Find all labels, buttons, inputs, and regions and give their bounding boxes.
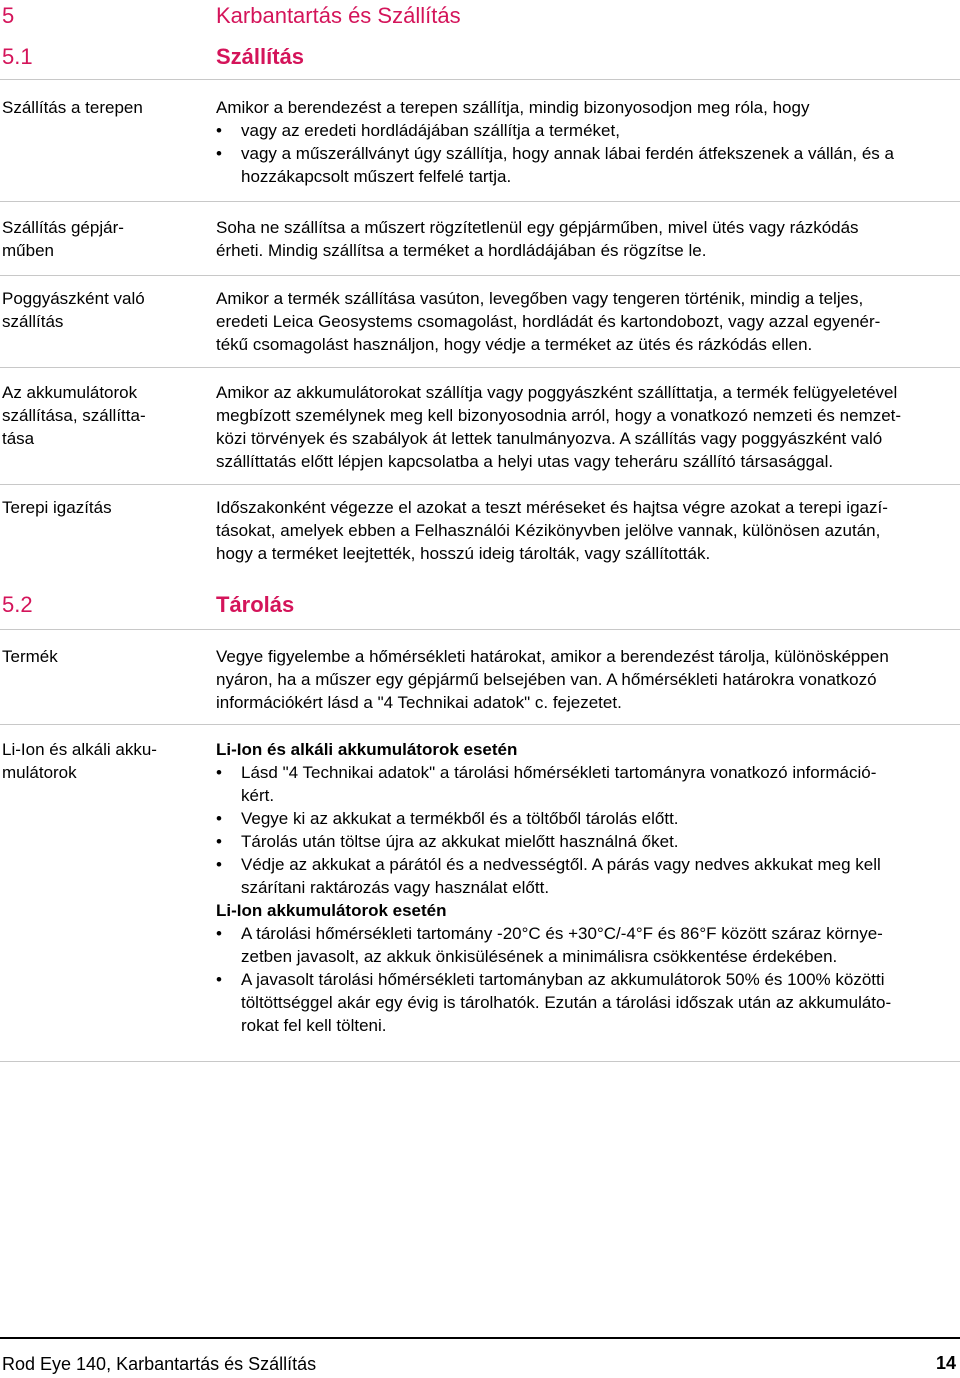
chapter-header [0,0,960,69]
paragraph-line: tékű csomagolást használjon, hogy védje a terméket az ütés és rázkódás ellen. [216,335,813,354]
side-heading [2,738,182,784]
bullet-item [216,761,956,807]
chapter-number: 5 [2,3,15,28]
bullet-icon: • [216,121,222,140]
bullet-icon: • [216,832,222,851]
paragraph-line: eredeti Leica Geosystems csomagolást, hordládát és kartondobozt, vagy azzal egyenér- [216,312,881,331]
paragraph-line: nyáron, ha a műszer egy gépjármű belsejében van. A hőmérsékleti határokra vonatkozó [216,670,877,689]
divider [0,201,960,202]
paragraph-line: Vegye figyelembe a hőmérsékleti határokat, amikor a berendezést tárolja, különösképpen [216,647,889,666]
paragraph-line: Amikor az akkumulátorokat szállítja vagy poggyászként szállíttatja, a termék felügyeletével [216,383,898,402]
divider [0,1061,960,1062]
side-heading-line: mulátorok [2,763,77,782]
bullet-item [216,968,956,1037]
subheading: Li-Ion akkumulátorok esetén [216,901,447,920]
bullet-line: vagy az eredeti hordládájában szállítja a terméket, [241,121,620,140]
bullet-item [216,853,956,899]
bullet-item [216,922,956,968]
paragraph-line: Amikor a termék szállítása vasúton, levegőben vagy tengeren történik, mindig a teljes, [216,289,864,308]
side-heading-line: műben [2,241,54,260]
side-heading [2,381,182,450]
side-heading-line: szállítása, szállítta- [2,406,146,425]
paragraph-line: közi törvények és szabályok át lettek tanulmányozva. A szállítás vagy poggyászként való [216,429,883,448]
page-number: 14 [935,1353,956,1373]
divider [0,724,960,725]
bullet-line: rokat fel kell tölteni. [241,1016,387,1035]
paragraph-line: Időszakonként végezze el azokat a teszt méréseket és hajtsa végre azokat a terepi igazí- [216,498,888,517]
block-text [216,216,956,262]
footer-rule [0,1337,960,1339]
block-text [216,645,956,714]
bullet-item [216,119,956,142]
bullet-item [216,142,956,188]
bullet-line: Védje az akkukat a párától és a nedvességtől. A párás vagy nedves akkukat meg kell [241,855,881,874]
bullet-line: vagy a műszerállványt úgy szállítja, hogy annak lábai ferdén átfekszenek a vállán, és a [241,144,894,163]
side-heading-line: Li-Ion és alkáli akku- [2,740,157,759]
block-text [216,96,956,188]
paragraph-line: Soha ne szállítsa a műszert rögzítetlenül egy gépjárműben, mivel ütés vagy rázkódás [216,218,859,237]
chapter-title: Karbantartás és Szállítás [216,3,461,28]
section-number: 5.2 [2,592,33,617]
bullet-line: hozzákapcsolt műszert felfelé tartja. [241,167,512,186]
bullet-line: szárítani raktározás vagy használat előtt. [241,878,550,897]
section-header [0,590,960,624]
subheading: Li-Ion és alkáli akkumulátorok esetén [216,740,518,759]
side-heading [2,645,182,668]
side-heading-line: Terepi igazítás [2,498,112,517]
bullet-line: Vegye ki az akkukat a termékből és a töltőből tárolás előtt. [241,809,679,828]
divider [0,275,960,276]
side-heading-line: Termék [2,647,58,666]
paragraph-line: hogy a terméket leejtették, hosszú ideig tárolták, vagy szállították. [216,544,711,563]
divider [0,79,960,80]
block-text [216,287,956,356]
side-heading-line: Poggyászként való [2,289,145,308]
bullet-icon: • [216,970,222,989]
bullet-line: zetben javasolt, az akkuk önkisülésének a minimálisra csökkentése érdekében. [241,947,838,966]
block-text [216,496,956,565]
paragraph-line: szállíttatás előtt lépjen kapcsolatba a helyi utas vagy teheráru szállító társasággal. [216,452,834,471]
bullet-icon: • [216,144,222,163]
side-heading-line: Az akkumulátorok [2,383,138,402]
bullet-line: Tárolás után töltse újra az akkukat mielőtt használná őket. [241,832,679,851]
bullet-line: A tárolási hőmérsékleti tartomány -20°C és +30°C/-4°F és 86°F között száraz környe- [241,924,883,943]
bullet-item [216,830,956,853]
section-title: Tárolás [216,592,295,617]
section-number: 5.1 [2,44,33,69]
section-title: Szállítás [216,44,305,69]
paragraph-line: tásokat, amelyek ebben a Felhasználói Kézikönyvben jelölve vannak, különösen azután, [216,521,881,540]
footer-title: Rod Eye 140, Karbantartás és Szállítás [2,1354,317,1374]
bullet-line: Lásd "4 Technikai adatok" a tárolási hőmérsékleti tartományra vonatkozó információ- [241,763,877,782]
side-heading [2,216,182,262]
paragraph-line: megbízott személynek meg kell bizonyosodnia arról, hogy a vonatkozó nemzeti és nemzet- [216,406,902,425]
bullet-line: töltöttséggel akár egy évig is tárolhatók. Ezután a tárolási időszak után az akkumuláto- [241,993,892,1012]
bullet-line: kért. [241,786,275,805]
side-heading-line: Szállítás gépjár- [2,218,124,237]
bullet-line: A javasolt tárolási hőmérsékleti tartományban az akkumulátorok 50% és 100% közötti [241,970,885,989]
bullet-icon: • [216,763,222,782]
paragraph-line: Amikor a berendezést a terepen szállítja, mindig bizonyosodjon meg róla, hogy [216,98,810,117]
divider [0,367,960,368]
side-heading-line: Szállítás a terepen [2,98,143,117]
side-heading-line: tása [2,429,35,448]
block-text [216,738,956,1037]
bullet-icon: • [216,809,222,828]
bullet-icon: • [216,855,222,874]
side-heading-line: szállítás [2,312,64,331]
bullet-icon: • [216,924,222,943]
side-heading [2,96,182,119]
paragraph-line: érheti. Mindig szállítsa a terméket a hordládájában és rögzítse le. [216,241,707,260]
block-text [216,381,956,473]
divider [0,629,960,630]
paragraph-line: információkért lásd a "4 Technikai adatok" c. fejezetet. [216,693,622,712]
bullet-item [216,807,956,830]
side-heading [2,496,182,519]
side-heading [2,287,182,333]
divider [0,484,960,485]
